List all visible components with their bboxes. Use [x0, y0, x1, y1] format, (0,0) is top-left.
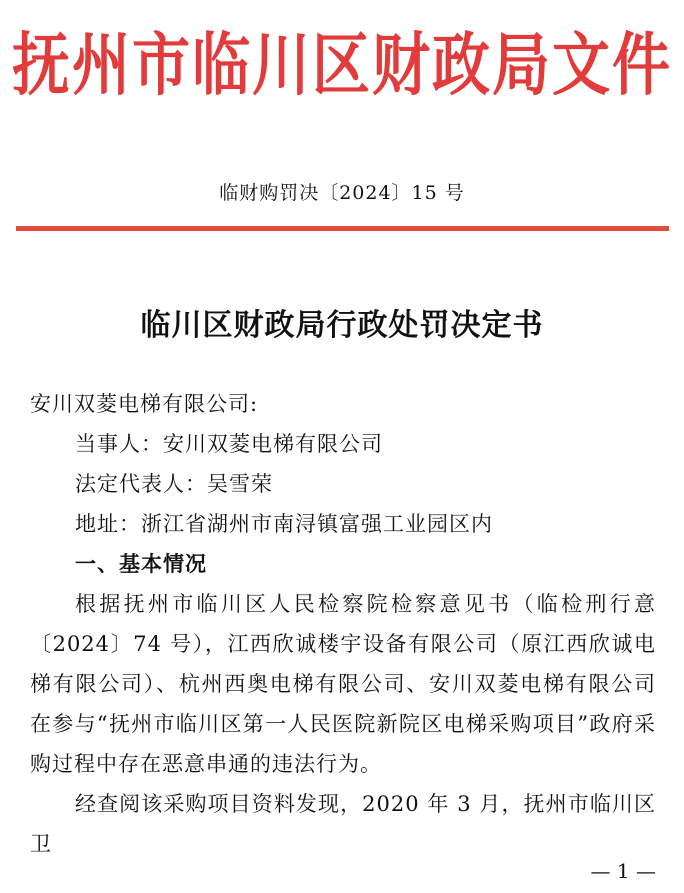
document-title: 临川区财政局行政处罚决定书 [140, 308, 544, 343]
paragraph-2: 经查阅该采购项目资料发现，2020 年 3 月，抚州市临川区卫 [30, 792, 656, 856]
legal-representative-line: 法定代表人：吴雪荣 [75, 472, 273, 496]
address-line: 地址：浙江省湖州市南浔镇富强工业园区内 [75, 512, 493, 536]
document-body [30, 384, 656, 864]
red-masthead: 抚州市临川区财政局文件 [11, 24, 672, 106]
page-number: — 1 — [590, 859, 656, 883]
section-heading: 一、基本情况 [75, 552, 207, 576]
party-line: 当事人：安川双菱电梯有限公司 [75, 432, 383, 456]
paragraph-1: 根据抚州市临川区人民检察院检察意见书（临检刑行意〔2024〕74 号），江西欣诚楼宇设备有限公司（原江西欣诚电梯有限公司）、杭州西奥电梯有限公司、安川双菱电梯有限公司在参与“抚州市临川区第一人民医院新院区电梯采购项目”政府采购过程中存在恶意串通的违法行为。 [30, 592, 656, 776]
addressee: 安川双菱电梯有限公司: [30, 392, 259, 416]
red-divider-line [16, 226, 669, 231]
document-number: 临财购罚决〔2024〕15 号 [219, 182, 465, 204]
